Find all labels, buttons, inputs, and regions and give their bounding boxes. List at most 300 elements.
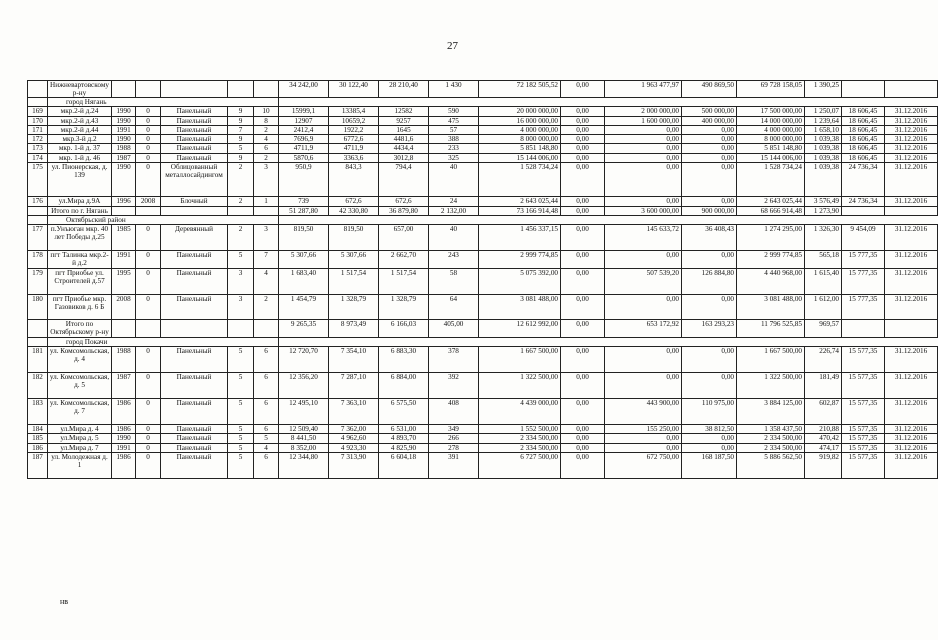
cell-c18: 31.12.2016 — [885, 268, 938, 294]
cell-c16: 474,17 — [805, 443, 842, 452]
cell-c9: 4481,6 — [379, 135, 429, 144]
cell-floors: 2 — [228, 197, 254, 206]
cell-c7: 9 265,35 — [279, 320, 329, 338]
total-row — [28, 81, 938, 98]
cell-c7: 12 495,10 — [279, 399, 329, 425]
cell-c10: 1 430 — [429, 81, 479, 98]
cell-c11: 4 439 000,00 — [479, 399, 561, 425]
cell-c16: 210,88 — [805, 424, 842, 433]
cell-c14: 163 293,23 — [682, 320, 737, 338]
cell-year-built: 1990 — [112, 116, 136, 125]
cell-blank — [112, 81, 136, 98]
cell-year-built: 1990 — [112, 135, 136, 144]
cell-wall-material: Панельный — [161, 116, 228, 125]
cell-address: пгт Приобье ул. Строителей д.57 — [48, 268, 112, 294]
total-row — [28, 320, 938, 338]
cell-number: 178 — [28, 251, 48, 269]
cell-blank — [429, 98, 479, 107]
cell-year-overhaul: 0 — [136, 452, 161, 478]
cell-blank — [379, 98, 429, 107]
cell-year-built: 1991 — [112, 251, 136, 269]
cell-wall-material: Панельный — [161, 424, 228, 433]
cell-c16: 1 239,64 — [805, 116, 842, 125]
cell-blank — [805, 215, 842, 224]
cell-c11: 15 144 006,00 — [479, 153, 561, 162]
cell-entrances: 4 — [254, 135, 279, 144]
cell-c10: 378 — [429, 347, 479, 373]
cell-c9: 6 166,03 — [379, 320, 429, 338]
cell-c16: 1 658,10 — [805, 125, 842, 134]
cell-c11: 72 182 505,52 — [479, 81, 561, 98]
cell-c16: 1 273,90 — [805, 206, 842, 215]
cell-blank — [254, 320, 279, 338]
cell-blank — [279, 215, 329, 224]
cell-c7: 1 454,79 — [279, 294, 329, 320]
cell-c11: 3 081 488,00 — [479, 294, 561, 320]
cell-c8: 4 962,60 — [329, 434, 379, 443]
cell-c11: 73 166 914,48 — [479, 206, 561, 215]
cell-c7: 1 683,40 — [279, 268, 329, 294]
cell-blank — [605, 338, 682, 347]
cell-c15: 4 000 000,00 — [737, 125, 805, 134]
cell-year-built: 1995 — [112, 268, 136, 294]
cell-c10: 40 — [429, 163, 479, 197]
cell-blank — [136, 81, 161, 98]
cell-floors: 9 — [228, 135, 254, 144]
cell-c12: 0,00 — [561, 125, 605, 134]
cell-address: ул. Комсомольская, д. 7 — [48, 399, 112, 425]
cell-c7: 7696,9 — [279, 135, 329, 144]
cell-year-built: 1990 — [112, 107, 136, 116]
cell-entrances: 7 — [254, 251, 279, 269]
cell-c14: 0,00 — [682, 125, 737, 134]
cell-c14: 0,00 — [682, 434, 737, 443]
page-number: 27 — [447, 40, 458, 52]
cell-c7: 12 344,80 — [279, 452, 329, 478]
cell-c10: 388 — [429, 135, 479, 144]
cell-c13: 145 633,72 — [605, 225, 682, 251]
cell-c14: 0,00 — [682, 144, 737, 153]
table-row — [28, 452, 938, 478]
cell-number: 181 — [28, 347, 48, 373]
cell-c8: 7 313,90 — [329, 452, 379, 478]
cell-number: 180 — [28, 294, 48, 320]
cell-c14: 38 812,50 — [682, 424, 737, 433]
cell-wall-material: Панельный — [161, 144, 228, 153]
cell-c10: 392 — [429, 373, 479, 399]
cell-blank — [429, 215, 479, 224]
cell-c17: 15 577,35 — [842, 399, 885, 425]
cell-number: 186 — [28, 443, 48, 452]
cell-c10: 233 — [429, 144, 479, 153]
cell-c16: 1 039,38 — [805, 163, 842, 197]
cell-entrances: 6 — [254, 424, 279, 433]
cell-address: мкр.2-й д.44 — [48, 125, 112, 134]
cell-year-built: 1986 — [112, 452, 136, 478]
cell-blank — [805, 338, 842, 347]
cell-c18: 31.12.2016 — [885, 197, 938, 206]
cell-c7: 5 307,66 — [279, 251, 329, 269]
cell-c14: 0,00 — [682, 373, 737, 399]
cell-c13: 155 250,00 — [605, 424, 682, 433]
cell-blank — [161, 206, 228, 215]
cell-entrances: 10 — [254, 107, 279, 116]
cell-c17: 18 606,45 — [842, 135, 885, 144]
cell-c9: 6 884,00 — [379, 373, 429, 399]
cell-c8: 1922,2 — [329, 125, 379, 134]
cell-blank — [161, 81, 228, 98]
cell-c16: 3 576,49 — [805, 197, 842, 206]
cell-c18 — [885, 81, 938, 98]
cell-c14: 0,00 — [682, 347, 737, 373]
cell-year-overhaul: 0 — [136, 294, 161, 320]
cell-number: 183 — [28, 399, 48, 425]
cell-blank — [254, 81, 279, 98]
cell-c15: 1 322 500,00 — [737, 373, 805, 399]
cell-number: 176 — [28, 197, 48, 206]
cell-blank — [479, 98, 561, 107]
cell-year-overhaul: 0 — [136, 424, 161, 433]
cell-c13: 0,00 — [605, 294, 682, 320]
cell-c12: 0,00 — [561, 452, 605, 478]
cell-c7: 12 509,40 — [279, 424, 329, 433]
cell-c16: 1 390,25 — [805, 81, 842, 98]
cell-c11: 5 075 392,00 — [479, 268, 561, 294]
cell-year-overhaul: 0 — [136, 434, 161, 443]
cell-c7: 15999,1 — [279, 107, 329, 116]
section-header-row — [28, 98, 938, 107]
cell-blank — [479, 215, 561, 224]
cell-blank — [737, 338, 805, 347]
cell-c13: 0,00 — [605, 251, 682, 269]
cell-c13: 0,00 — [605, 197, 682, 206]
cell-c8: 42 330,80 — [329, 206, 379, 215]
cell-c11: 2 643 025,44 — [479, 197, 561, 206]
cell-floors: 5 — [228, 144, 254, 153]
cell-blank — [885, 215, 938, 224]
cell-c18: 31.12.2016 — [885, 443, 938, 452]
cell-wall-material: Панельный — [161, 434, 228, 443]
cell-c18: 31.12.2016 — [885, 452, 938, 478]
cell-number: 174 — [28, 153, 48, 162]
cell-c15: 3 884 125,00 — [737, 399, 805, 425]
cell-c7: 4711,9 — [279, 144, 329, 153]
cell-entrances: 6 — [254, 452, 279, 478]
cell-c16: 565,18 — [805, 251, 842, 269]
cell-c12: 0,00 — [561, 197, 605, 206]
table-row — [28, 225, 938, 251]
cell-c7: 2412,4 — [279, 125, 329, 134]
cell-c13: 1 963 477,97 — [605, 81, 682, 98]
cell-wall-material: Облицованный металлосайдингом — [161, 163, 228, 197]
cell-c17: 15 577,35 — [842, 347, 885, 373]
cell-c18: 31.12.2016 — [885, 107, 938, 116]
cell-c14: 126 884,80 — [682, 268, 737, 294]
cell-blank — [682, 98, 737, 107]
cell-wall-material: Панельный — [161, 452, 228, 478]
cell-number: 184 — [28, 424, 48, 433]
cell-c7: 950,9 — [279, 163, 329, 197]
cell-c14: 110 975,00 — [682, 399, 737, 425]
cell-c9: 657,00 — [379, 225, 429, 251]
cell-year-built: 1996 — [112, 197, 136, 206]
cell-blank — [228, 81, 254, 98]
cell-c12: 0,00 — [561, 116, 605, 125]
cell-wall-material: Панельный — [161, 153, 228, 162]
cell-c12: 0,00 — [561, 320, 605, 338]
cell-c12: 0,00 — [561, 144, 605, 153]
cell-c17: 24 736,34 — [842, 163, 885, 197]
cell-c10: 57 — [429, 125, 479, 134]
cell-blank — [28, 215, 48, 224]
total-row — [28, 206, 938, 215]
cell-c10: 391 — [429, 452, 479, 478]
cell-blank — [561, 215, 605, 224]
cell-year-overhaul: 2008 — [136, 197, 161, 206]
cell-c11: 8 000 000,00 — [479, 135, 561, 144]
cell-c14: 168 187,50 — [682, 452, 737, 478]
cell-c8: 4711,9 — [329, 144, 379, 153]
cell-entrances: 6 — [254, 144, 279, 153]
cell-c12: 0,00 — [561, 268, 605, 294]
cell-c12: 0,00 — [561, 443, 605, 452]
cell-floors: 3 — [228, 268, 254, 294]
cell-number: 185 — [28, 434, 48, 443]
cell-c9: 6 575,50 — [379, 399, 429, 425]
cell-number: 169 — [28, 107, 48, 116]
cell-c17 — [842, 320, 885, 338]
cell-blank — [28, 81, 48, 98]
cell-c10: 58 — [429, 268, 479, 294]
cell-c11: 2 999 774,85 — [479, 251, 561, 269]
cell-c9: 2 662,70 — [379, 251, 429, 269]
cell-c18: 31.12.2016 — [885, 225, 938, 251]
cell-wall-material: Панельный — [161, 294, 228, 320]
cell-blank — [805, 98, 842, 107]
cell-floors: 5 — [228, 347, 254, 373]
cell-entrances: 6 — [254, 399, 279, 425]
cell-entrances: 5 — [254, 434, 279, 443]
cell-c13: 0,00 — [605, 144, 682, 153]
section-label: Октябрьский район — [48, 215, 279, 224]
table-row — [28, 125, 938, 134]
cell-c8: 6772,6 — [329, 135, 379, 144]
cell-c17: 15 777,35 — [842, 294, 885, 320]
cell-c12: 0,00 — [561, 347, 605, 373]
cell-c15: 14 000 000,00 — [737, 116, 805, 125]
cell-floors: 5 — [228, 373, 254, 399]
cell-entrances: 2 — [254, 125, 279, 134]
cell-c17: 15 577,35 — [842, 452, 885, 478]
cell-c18: 31.12.2016 — [885, 347, 938, 373]
cell-c10: 243 — [429, 251, 479, 269]
cell-floors: 9 — [228, 153, 254, 162]
cell-year-overhaul: 0 — [136, 125, 161, 134]
cell-entrances: 4 — [254, 443, 279, 452]
cell-c18: 31.12.2016 — [885, 116, 938, 125]
cell-year-built: 1990 — [112, 434, 136, 443]
cell-blank — [329, 338, 379, 347]
cell-number: 171 — [28, 125, 48, 134]
cell-blank — [329, 215, 379, 224]
cell-c11: 1 322 500,00 — [479, 373, 561, 399]
cell-c8: 8 973,49 — [329, 320, 379, 338]
cell-c17: 15 577,35 — [842, 443, 885, 452]
housing-register-sheet — [27, 80, 928, 479]
cell-year-overhaul: 0 — [136, 347, 161, 373]
cell-c9: 6 883,30 — [379, 347, 429, 373]
cell-year-built: 1987 — [112, 153, 136, 162]
cell-floors: 5 — [228, 251, 254, 269]
cell-c15: 5 886 562,50 — [737, 452, 805, 478]
cell-c18 — [885, 320, 938, 338]
cell-address: мкр. 1-й д. 46 — [48, 153, 112, 162]
cell-c9: 794,4 — [379, 163, 429, 197]
cell-c7: 12 356,20 — [279, 373, 329, 399]
cell-c7: 12907 — [279, 116, 329, 125]
cell-c14: 490 869,50 — [682, 81, 737, 98]
cell-c14: 0,00 — [682, 443, 737, 452]
cell-c14: 0,00 — [682, 251, 737, 269]
cell-blank — [28, 338, 48, 347]
cell-c18: 31.12.2016 — [885, 399, 938, 425]
cell-c10: 24 — [429, 197, 479, 206]
cell-c15: 68 666 914,48 — [737, 206, 805, 215]
cell-number: 177 — [28, 225, 48, 251]
cell-c15: 3 081 488,00 — [737, 294, 805, 320]
cell-address: пгт Приобье мкр. Газовиков д. 6 Б — [48, 294, 112, 320]
cell-blank — [28, 98, 48, 107]
table-row — [28, 251, 938, 269]
cell-address: п.Унъюган мкр. 40 лет Победы д.25 — [48, 225, 112, 251]
cell-c12: 0,00 — [561, 294, 605, 320]
cell-c11: 12 612 992,00 — [479, 320, 561, 338]
total-label: Нижневартовскому р-ну — [48, 81, 112, 98]
cell-address: ул.Мира д. 4 — [48, 424, 112, 433]
cell-c10: 278 — [429, 443, 479, 452]
cell-c16: 1 039,38 — [805, 153, 842, 162]
cell-blank — [279, 338, 329, 347]
cell-c17 — [842, 81, 885, 98]
cell-c15: 17 500 000,00 — [737, 107, 805, 116]
cell-c16: 226,74 — [805, 347, 842, 373]
cell-year-built: 1986 — [112, 399, 136, 425]
cell-c15: 2 334 500,00 — [737, 434, 805, 443]
cell-wall-material: Деревянный — [161, 225, 228, 251]
cell-c15: 11 796 525,85 — [737, 320, 805, 338]
cell-c7: 34 242,00 — [279, 81, 329, 98]
cell-c14: 400 000,00 — [682, 116, 737, 125]
cell-c13: 0,00 — [605, 153, 682, 162]
cell-c10: 40 — [429, 225, 479, 251]
cell-c14: 900 000,00 — [682, 206, 737, 215]
cell-wall-material: Панельный — [161, 107, 228, 116]
table-row — [28, 347, 938, 373]
cell-c14: 0,00 — [682, 153, 737, 162]
cell-c13: 0,00 — [605, 443, 682, 452]
cell-c8: 5 307,66 — [329, 251, 379, 269]
cell-c18: 31.12.2016 — [885, 294, 938, 320]
cell-wall-material: Панельный — [161, 125, 228, 134]
cell-c14: 0,00 — [682, 135, 737, 144]
cell-c13: 507 539,20 — [605, 268, 682, 294]
cell-c15: 2 643 025,44 — [737, 197, 805, 206]
cell-year-overhaul: 0 — [136, 153, 161, 162]
cell-c7: 12 720,70 — [279, 347, 329, 373]
cell-c16: 1 612,00 — [805, 294, 842, 320]
cell-c12: 0,00 — [561, 107, 605, 116]
cell-c12: 0,00 — [561, 135, 605, 144]
cell-c17: 9 454,09 — [842, 225, 885, 251]
cell-c13: 0,00 — [605, 347, 682, 373]
cell-wall-material: Панельный — [161, 373, 228, 399]
cell-blank — [379, 338, 429, 347]
cell-wall-material: Панельный — [161, 251, 228, 269]
cell-c9: 6 531,00 — [379, 424, 429, 433]
cell-c18: 31.12.2016 — [885, 144, 938, 153]
cell-c8: 30 122,40 — [329, 81, 379, 98]
cell-c15: 2 334 500,00 — [737, 443, 805, 452]
cell-wall-material: Блочный — [161, 197, 228, 206]
cell-blank — [605, 98, 682, 107]
cell-blank — [279, 98, 329, 107]
cell-c12: 0,00 — [561, 163, 605, 197]
cell-address: мкр.2-й д.24 — [48, 107, 112, 116]
cell-year-built: 1986 — [112, 424, 136, 433]
cell-year-overhaul: 0 — [136, 268, 161, 294]
cell-number: 187 — [28, 452, 48, 478]
table-row — [28, 399, 938, 425]
cell-c16: 1 250,07 — [805, 107, 842, 116]
cell-blank — [842, 338, 885, 347]
cell-c13: 443 900,00 — [605, 399, 682, 425]
cell-c9: 28 210,40 — [379, 81, 429, 98]
cell-blank — [561, 338, 605, 347]
cell-c10: 405,00 — [429, 320, 479, 338]
cell-blank — [28, 320, 48, 338]
cell-address: ул. Молодежная д. 1 — [48, 452, 112, 478]
cell-number: 170 — [28, 116, 48, 125]
cell-c13: 1 600 000,00 — [605, 116, 682, 125]
cell-c14: 0,00 — [682, 294, 737, 320]
cell-c12: 0,00 — [561, 81, 605, 98]
cell-year-built: 1988 — [112, 144, 136, 153]
cell-c13: 0,00 — [605, 163, 682, 197]
cell-wall-material: Панельный — [161, 443, 228, 452]
table-row — [28, 424, 938, 433]
cell-blank — [228, 206, 254, 215]
cell-c13: 0,00 — [605, 373, 682, 399]
cell-floors: 3 — [228, 294, 254, 320]
cell-year-built: 2008 — [112, 294, 136, 320]
total-label: Итого по Октябрьскому р-ну — [48, 320, 112, 338]
cell-c16: 969,57 — [805, 320, 842, 338]
cell-year-overhaul: 0 — [136, 251, 161, 269]
cell-blank — [329, 98, 379, 107]
total-label: Итого по г. Нягань — [48, 206, 112, 215]
cell-c8: 1 328,79 — [329, 294, 379, 320]
cell-c8: 4 923,30 — [329, 443, 379, 452]
cell-year-overhaul: 0 — [136, 443, 161, 452]
cell-c8: 819,50 — [329, 225, 379, 251]
cell-c17: 18 606,45 — [842, 153, 885, 162]
cell-year-overhaul: 0 — [136, 107, 161, 116]
cell-floors: 2 — [228, 225, 254, 251]
cell-c11: 1 456 337,15 — [479, 225, 561, 251]
cell-c17 — [842, 206, 885, 215]
cell-blank — [379, 215, 429, 224]
cell-c14: 36 408,43 — [682, 225, 737, 251]
